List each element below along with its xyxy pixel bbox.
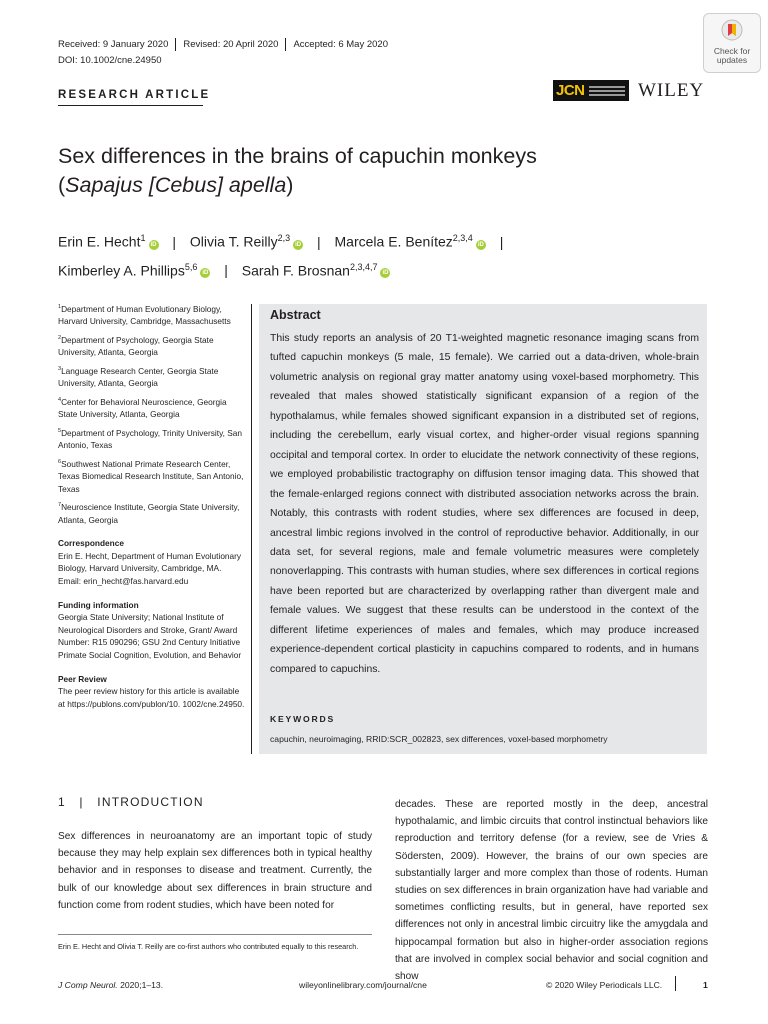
- article-title: [58, 142, 618, 200]
- journal-logo-text-lines: [589, 84, 625, 98]
- keywords-heading: KEYWORDS: [270, 714, 336, 724]
- author-affiliation-marker: 1: [140, 233, 146, 243]
- introduction-heading: [58, 795, 204, 809]
- affiliation: [58, 363, 248, 390]
- author-name: Kimberley A. Phillips: [58, 262, 185, 279]
- title-paren-close: ): [286, 173, 294, 197]
- author-line-1: [58, 226, 718, 255]
- peer-review-text: The peer review history for this article is available at https://publons.com/publon/10. 1002/cne.24950.: [58, 686, 245, 709]
- author-separator: |: [172, 233, 177, 250]
- keywords-text: capuchin, neuroimaging, RRID:SCR_002823, sex differences, voxel-based morphometry: [270, 734, 608, 744]
- affiliation: [58, 301, 248, 328]
- author-affiliation-marker: 5,6: [184, 261, 198, 272]
- funding-heading: Funding information: [58, 599, 139, 610]
- journal-logo-mark: JCN: [556, 82, 585, 99]
- affiliation-number: 4: [58, 396, 62, 403]
- check-for-updates-button[interactable]: [703, 13, 761, 73]
- section-separator: |: [79, 795, 84, 809]
- check-for-updates-icon: [721, 19, 743, 41]
- orcid-icon[interactable]: iD: [295, 241, 302, 248]
- affiliation-number: 5: [58, 427, 62, 434]
- section-label: RESEARCH ARTICLE: [58, 89, 211, 101]
- peer-review-heading: Peer Review: [58, 673, 107, 684]
- divider: [175, 38, 176, 51]
- affiliation-number: 6: [58, 458, 62, 465]
- species-name: Sapajus [Cebus] apella: [65, 173, 287, 197]
- affiliation: [58, 332, 248, 359]
- author-affiliation-marker: 2,3: [277, 233, 291, 243]
- orcid-icon[interactable]: iD: [477, 241, 484, 248]
- affiliation: [58, 499, 248, 526]
- orcid-icon[interactable]: iD: [150, 241, 157, 248]
- author-name: Erin E. Hecht: [58, 233, 141, 250]
- author-list: [58, 226, 718, 283]
- author-line-2: [58, 255, 718, 284]
- section-underline: [58, 105, 203, 106]
- footer-citation: [58, 980, 163, 990]
- affiliation-number: 3: [58, 365, 62, 372]
- page-number: 1: [703, 980, 708, 990]
- publisher-logo: WILEY: [638, 80, 705, 101]
- affiliation-text: Language Research Center, Georgia State University, Atlanta, Georgia: [58, 365, 219, 389]
- author-separator: |: [316, 233, 321, 250]
- author-name: Marcela E. Benítez: [334, 233, 453, 250]
- orcid-icon[interactable]: iD: [202, 270, 209, 277]
- affiliation: [58, 394, 248, 421]
- check-for-updates-label: Check for: [713, 46, 751, 56]
- accepted-date: Accepted: 6 May 2020: [293, 39, 388, 50]
- abstract-divider: [251, 304, 252, 754]
- affiliations-column: [58, 301, 248, 710]
- correspondence-email[interactable]: Email: erin_hecht@fas.harvard.edu: [58, 576, 189, 587]
- footnote-divider: [58, 934, 372, 935]
- funding-text: Georgia State University; National Institute of Neurological Disorders and Stroke, Grant/ Award Number: R15 090296; GSU 2nd Century Initiative Primate Social Cognition, Evolution, and Behavior: [58, 612, 242, 661]
- received-date: Received: 9 January 2020: [58, 39, 169, 50]
- abstract-text: This study reports an analysis of 20 T1-weighted magnetic resonance imaging scans from tufted capuchin monkeys (5 male, 15 female). We carried out a data-driven, whole-brain volumetric analysis on regional gray matter anatomy using voxel-based morphometry. This revealed that males showed statistically significant expansion of a region of the hypothalamus, while females showed significant expansion in a distributed set of regions, including the cerebellum, early visual cortex, and higher-order visual regions spanning occipital and temporal cortex. In order to elucidate the network connectivity of these regions, we employed probabilistic tractography on diffusion tensor imaging data. This showed that the female-enlarged regions connect with distributed association networks across the brain. Notably, this contrasts with rodent studies, where sex differences are focused in deep, ancestral limbic regions involved in the control of reproductive behavior. Additionally, in our data set, for several regions, male and female volumetric measures were completely nonoverlapping. This contrasts with human studies, where sex differences in cortical regions have been reported but are characterized by overlapping rather than divergent male and female values. We suggest that these results can be understood in the context of the different lifetime experiences of males and females, which may produce increased experience-dependent cortical plasticity in capuchins compared to rodents, and in humans compared to capuchins.: [270, 333, 699, 675]
- affiliation-text: Department of Human Evolutionary Biology, Harvard University, Cambridge, Massachusetts: [58, 303, 231, 327]
- author-affiliation-marker: 2,3,4: [452, 233, 473, 243]
- introduction-column-2: decades. These are reported mostly in the deep, ancestral hypothalamic, and limbic circuits that control instinctual behaviors like reproduction and territory defense (for a review, see de Vries & Södersten, 2009). However, the brains of our own species are substantially larger and more complex than those of rodents. Human studies on sex differences in brain organization have had variable and sometimes conflicting results, but in general, have reported sex differences not only in ancestral limbic circuitry like the amygdala and hippocampal formation but also in higher-order association regions that are involved in complex social behavior and social cognition and show: [395, 799, 708, 983]
- title-line-2: [58, 171, 618, 200]
- affiliation-text: Neuroscience Institute, Georgia State University, Atlanta, Georgia: [58, 502, 240, 525]
- check-for-updates-label-2: updates: [716, 55, 748, 65]
- footnote: Erin E. Hecht and Olivia T. Reilly are co-first authors who contributed equally to this research.: [58, 942, 359, 951]
- affiliation: [58, 456, 248, 496]
- affiliation-text: Department of Psychology, Trinity University, San Antonio, Texas: [58, 427, 242, 451]
- title-line-1: Sex differences in the brains of capuchin monkeys: [58, 144, 537, 168]
- affiliation-number: 7: [58, 502, 62, 509]
- affiliation: [58, 425, 248, 452]
- section-title: INTRODUCTION: [97, 795, 204, 809]
- author-separator: |: [499, 233, 504, 250]
- footer-copyright: © 2020 Wiley Periodicals LLC.: [546, 980, 663, 990]
- citation-volume: 2020;1–13.: [117, 980, 164, 990]
- orcid-icon[interactable]: iD: [382, 270, 389, 277]
- journal-name: J Comp Neurol.: [58, 980, 118, 990]
- footer-url[interactable]: wileyonlinelibrary.com/journal/cne: [299, 980, 427, 990]
- abstract-heading: Abstract: [270, 308, 321, 322]
- author-affiliation-marker: 2,3,4,7: [349, 261, 378, 272]
- footer-divider: [675, 976, 676, 991]
- correspondence-text: Erin E. Hecht, Department of Human Evolutionary Biology, Harvard University, Cambridge, MA.: [58, 550, 242, 574]
- correspondence-heading: Correspondence: [58, 538, 124, 549]
- affiliation-text: Center for Behavioral Neuroscience, Georgia State University, Atlanta, Georgia: [58, 396, 227, 420]
- affiliation-text: Department of Psychology, Georgia State University, Atlanta, Georgia: [58, 334, 214, 358]
- abstract-box: [259, 304, 707, 754]
- affiliation-number: 1: [58, 304, 62, 310]
- revised-date: Revised: 20 April 2020: [183, 39, 279, 50]
- doi: DOI: 10.1002/cne.24950: [58, 55, 162, 66]
- divider: [285, 38, 286, 51]
- introduction-column-1: Sex differences in neuroanatomy are an important topic of study because they may help explain sex differences both in typical healthy behavior and in responses to disease and treatment. Currently, the bulk of our knowledge about sex differences in brain structure and function come from rodent studies, which have been noted for: [58, 831, 372, 911]
- author-name: Olivia T. Reilly: [189, 233, 278, 250]
- section-number: 1: [58, 795, 66, 809]
- affiliation-number: 2: [58, 334, 62, 341]
- journal-logo: [553, 80, 629, 101]
- affiliation-text: Southwest National Primate Research Center, Texas Biomedical Research Institute, San Antonio, Texas: [58, 458, 244, 494]
- author-separator: |: [224, 262, 228, 279]
- author-name: Sarah F. Brosnan: [241, 262, 350, 279]
- article-dates: [58, 38, 388, 51]
- title-paren-open: (: [58, 173, 66, 197]
